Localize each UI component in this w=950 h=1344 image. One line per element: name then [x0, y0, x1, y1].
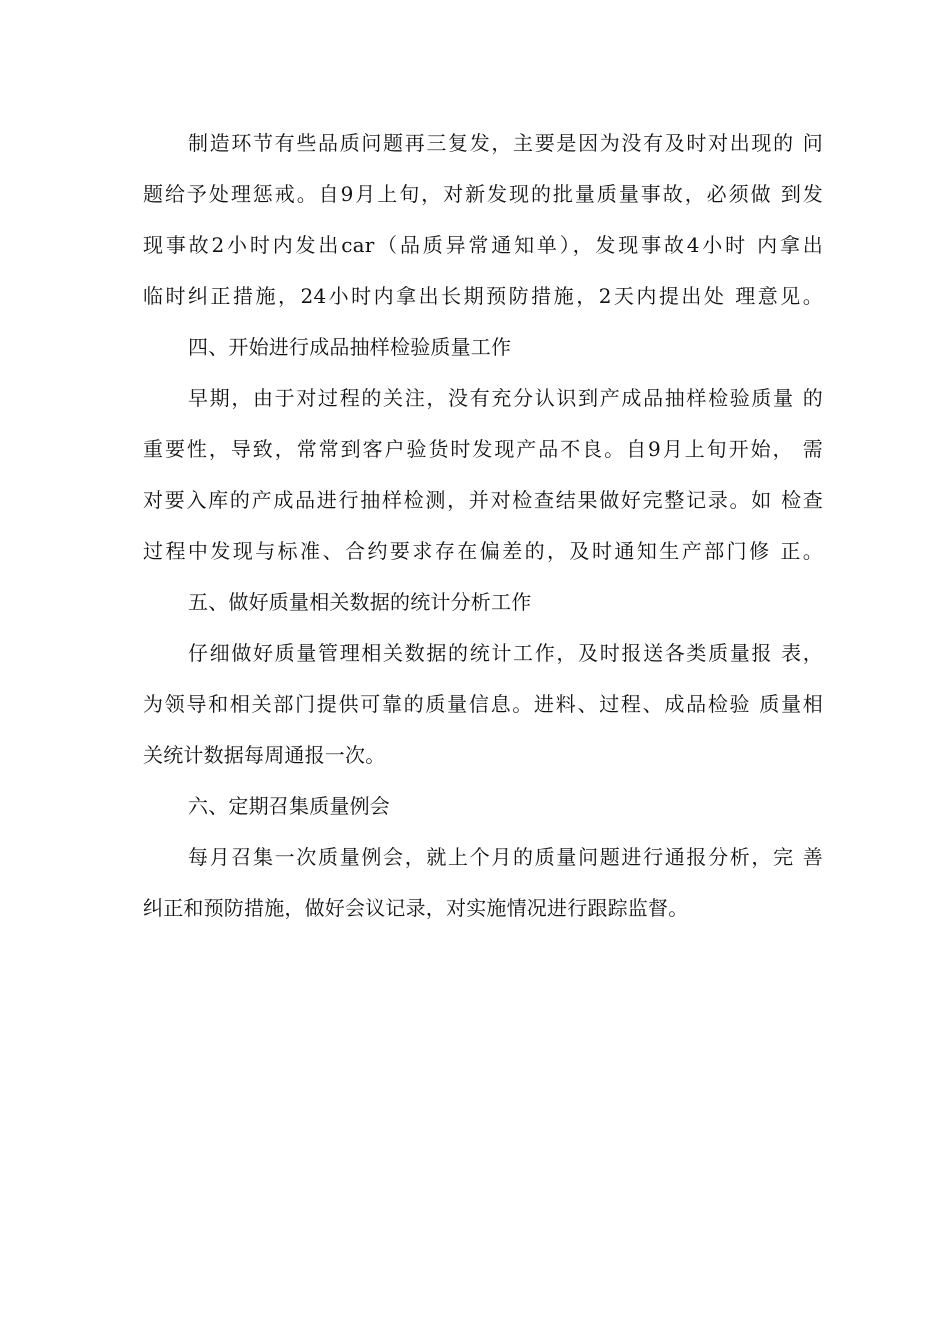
- paragraph-escalation-policy: [143, 118, 823, 322]
- text-line: 每月召集一次质量例会，就上个月的质量问题进行通报分析，完 善: [188, 845, 823, 869]
- text-line: 临时纠正措施，24小时内拿出长期预防措施，2天内提出处 理意见。: [143, 284, 823, 308]
- text-line: 重要性，导致，常常到客户验货时发现产品不良。自9月上旬开始， 需: [143, 437, 823, 461]
- text-line: 制造环节有些品质问题再三复发，主要是因为没有及时对出现的 问: [188, 131, 823, 155]
- text-line: 对要入库的产成品进行抽样检测，并对检查结果做好完整记录。如 检查: [143, 488, 823, 512]
- text-line: 过程中发现与标准、合约要求存在偏差的，及时通知生产部门修 正。: [143, 539, 823, 563]
- text-line: 仔细做好质量管理相关数据的统计工作，及时报送各类质量报 表，: [188, 641, 823, 665]
- text-line: 纠正和预防措施，做好会议记录，对实施情况进行跟踪监督。: [143, 896, 689, 920]
- paragraph-quality-meetings: [143, 832, 823, 934]
- text-line: 题给予处理惩戒。自9月上旬，对新发现的批量质量事故，必须做 到发: [143, 182, 823, 206]
- text-line: 为领导和相关部门提供可靠的质量信息。进料、过程、成品检验 质量相: [143, 692, 823, 716]
- section-heading-4: 四、开始进行成品抽样检验质量工作: [188, 335, 512, 359]
- paragraph-statistics: [143, 628, 823, 781]
- section-heading-5: 五、做好质量相关数据的统计分析工作: [188, 590, 532, 614]
- section-heading-6: 六、定期召集质量例会: [188, 794, 390, 818]
- text-line: 早期，由于对过程的关注，没有充分认识到产成品抽样检验质量 的: [188, 386, 823, 410]
- paragraph-sampling-inspection: [143, 373, 823, 577]
- text-line: 关统计数据每周通报一次。: [143, 743, 386, 767]
- text-line: 现事故2小时内发出car（品质异常通知单），发现事故4小时 内拿出: [143, 233, 823, 257]
- document-body: [143, 118, 823, 934]
